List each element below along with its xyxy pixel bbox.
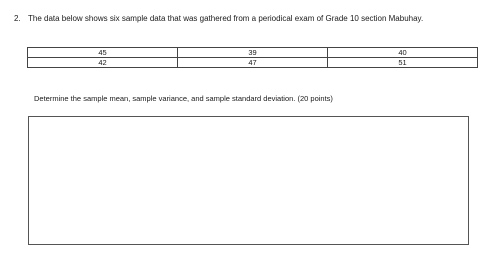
instruction-text: Determine the sample mean, sample variance, and sample standard deviation. (20 points): [34, 94, 333, 103]
table-cell: 45: [28, 48, 178, 58]
table-cell: 42: [28, 58, 178, 68]
question-block: [14, 13, 474, 25]
table-cell: 47: [178, 58, 328, 68]
table-cell: 51: [328, 58, 478, 68]
table-cell: 39: [178, 48, 328, 58]
data-table: [27, 47, 478, 68]
answer-box[interactable]: [28, 116, 469, 245]
question-number: 2.: [14, 14, 21, 23]
question-text: The data below shows six sample data that was gathered from a periodical exam of Grade 10 section Mabuhay.: [28, 14, 424, 23]
table-cell: 40: [328, 48, 478, 58]
table-row: [28, 58, 478, 68]
table-row: [28, 48, 478, 58]
